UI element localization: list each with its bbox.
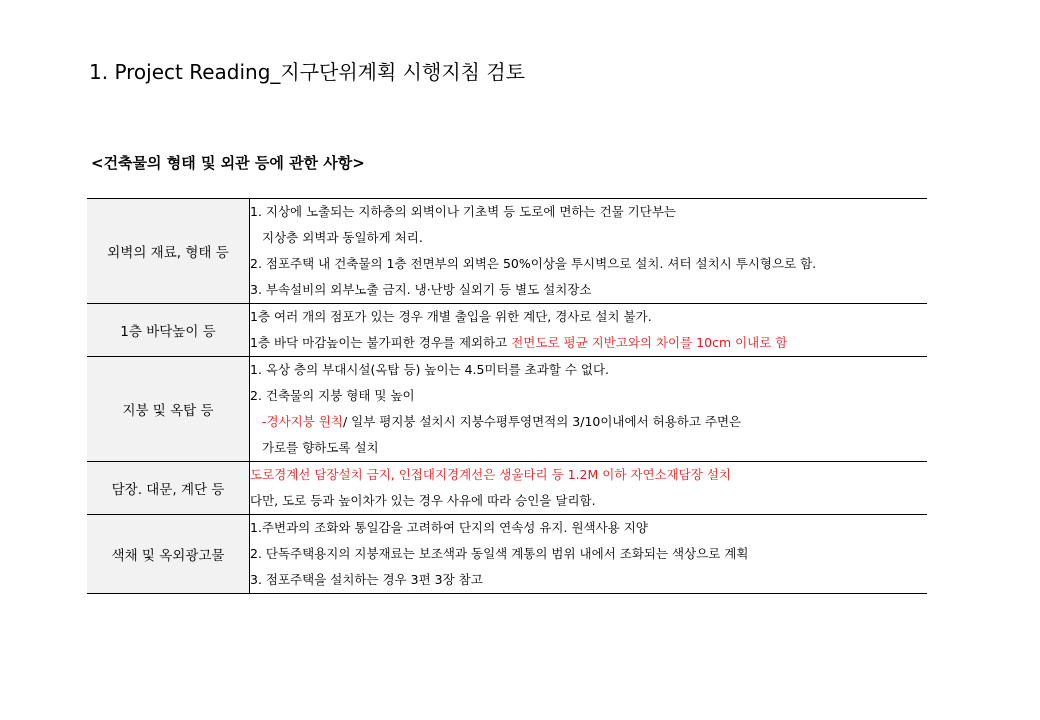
row-content xyxy=(250,357,928,462)
guideline-table xyxy=(87,198,927,594)
content-line xyxy=(250,409,927,435)
body-text: 1.주변과의 조화와 통일감을 고려하여 단지의 연속성 유지. 원색사용 지양 xyxy=(250,520,648,535)
row-content xyxy=(250,199,928,304)
body-text: 1. 지상에 노출되는 지하층의 외벽이나 기초벽 등 도로에 면하는 건물 기단부는 xyxy=(250,204,676,219)
content-line xyxy=(250,435,927,461)
table-row xyxy=(87,357,927,462)
table-row xyxy=(87,304,927,357)
content-line xyxy=(250,515,927,541)
content-line xyxy=(250,462,927,488)
row-label: 색채 및 옥외광고물 xyxy=(87,515,250,594)
table-row xyxy=(87,462,927,515)
row-label: 외벽의 재료, 형태 등 xyxy=(87,199,250,304)
row-content xyxy=(250,304,928,357)
emphasis-text: 도로경계선 담장설치 금지, 인접대지경계선은 생울타리 등 1.2M 이하 자연소재담장 설치 xyxy=(250,467,731,482)
body-text: / 일부 평지붕 설치시 지붕수평투영면적의 3/10이내에서 허용하고 주면은 xyxy=(342,414,742,429)
content-line xyxy=(250,383,927,409)
content-line xyxy=(250,541,927,567)
row-label: 1층 바닥높이 등 xyxy=(87,304,250,357)
body-text: 3. 부속설비의 외부노출 금지. 냉·난방 실외기 등 별도 설치장소 xyxy=(250,282,592,297)
content-line xyxy=(250,488,927,514)
body-text: 1층 여러 개의 점포가 있는 경우 개별 출입을 위한 계단, 경사로 설치 불가. xyxy=(250,309,652,324)
body-text: 2. 점포주택 내 건축물의 1층 전면부의 외벽은 50%이상을 투시벽으로 설치. 셔터 설치시 투시형으로 함. xyxy=(250,256,817,271)
body-text: 2. 건축물의 지붕 형태 및 높이 xyxy=(250,388,415,403)
content-line xyxy=(250,330,927,356)
content-line xyxy=(250,567,927,593)
content-line xyxy=(250,304,927,330)
body-text: 다만, 도로 등과 높이차가 있는 경우 사유에 따라 승인을 달리함. xyxy=(250,493,596,508)
row-content xyxy=(250,462,928,515)
content-line xyxy=(250,225,927,251)
body-text: 지상층 외벽과 동일하게 처리. xyxy=(262,230,423,245)
content-line xyxy=(250,277,927,303)
content-line xyxy=(250,251,927,277)
body-text: 1. 옥상 층의 부대시설(옥탑 등) 높이는 4.5미터를 초과할 수 없다. xyxy=(250,362,610,377)
content-line xyxy=(250,357,927,383)
row-label: 지붕 및 옥탑 등 xyxy=(87,357,250,462)
body-text: 3. 점포주택을 설치하는 경우 3편 3장 참고 xyxy=(250,572,483,587)
body-text: 1층 바닥 마감높이는 불가피한 경우를 제외하고 xyxy=(250,335,512,350)
table-row xyxy=(87,199,927,304)
body-text: 2. 단독주택용지의 지붕재료는 보조색과 동일색 계통의 범위 내에서 조화되는 색상으로 계획 xyxy=(250,546,749,561)
row-label: 담장. 대문, 계단 등 xyxy=(87,462,250,515)
row-content xyxy=(250,515,928,594)
emphasis-text: -경사지붕 원칙 xyxy=(262,414,343,429)
emphasis-text: 전면도로 평균 지반고와의 차이를 10cm 이내로 함 xyxy=(511,335,788,350)
body-text: 가로를 향하도록 설치 xyxy=(262,440,379,455)
section-heading: <건축물의 형태 및 외관 등에 관한 사항> xyxy=(91,154,365,172)
page-title: 1. Project Reading_지구단위계획 시행지침 검토 xyxy=(89,60,525,84)
content-line xyxy=(250,199,927,225)
table-row xyxy=(87,515,927,594)
